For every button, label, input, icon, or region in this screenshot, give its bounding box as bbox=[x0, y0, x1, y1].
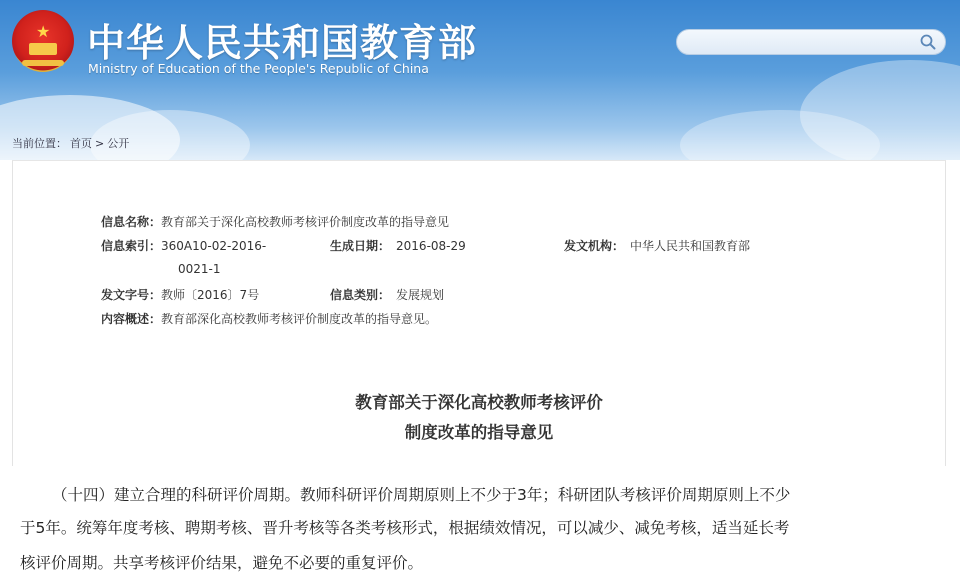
breadcrumb-home-link[interactable]: 首页 bbox=[70, 137, 92, 150]
document-title-line2: 制度改革的指导意见 bbox=[404, 423, 554, 442]
info-docno-value: 教师〔2016〕7号 bbox=[161, 288, 260, 302]
article-paragraph-line: 于5年。统筹年度考核、聘期考核、晋升考核等各类考核形式，根据绩效情况，可以减少、减免考核，适当延长考 bbox=[20, 519, 790, 537]
breadcrumb-prefix: 当前位置： bbox=[12, 137, 67, 150]
site-subtitle: Ministry of Education of the People's Republic of China bbox=[88, 61, 429, 76]
info-date-value: 2016-08-29 bbox=[396, 239, 466, 253]
gate-icon bbox=[29, 43, 57, 55]
info-issuer-value: 中华人民共和国教育部 bbox=[630, 239, 751, 253]
breadcrumb-public-link[interactable]: 公开 bbox=[107, 137, 130, 150]
info-name-row bbox=[101, 213, 449, 230]
info-index-value-cont: 0021-1 bbox=[178, 262, 221, 276]
site-title[interactable]: 中华人民共和国教育部 bbox=[87, 20, 478, 65]
info-name-value: 教育部关于深化高校教师考核评价制度改革的指导意见 bbox=[161, 215, 450, 229]
document-panel bbox=[12, 160, 946, 466]
search-input[interactable] bbox=[676, 29, 946, 55]
info-date-row bbox=[330, 237, 466, 254]
info-issuer-label: 发文机构： bbox=[564, 239, 619, 253]
info-summary-value: 教育部深化高校教师考核评价制度改革的指导意见。 bbox=[161, 312, 438, 326]
info-category-label: 信息类别： bbox=[330, 288, 385, 302]
info-date-label: 生成日期： bbox=[330, 239, 385, 253]
star-icon: ★ bbox=[36, 22, 51, 41]
info-name-label: 信息名称： bbox=[101, 215, 162, 229]
info-index-label: 信息索引： bbox=[101, 239, 162, 253]
document-title-line1: 教育部关于深化高校教师考核评价 bbox=[355, 393, 603, 412]
ribbon-icon bbox=[22, 60, 64, 66]
info-index-value: 360A10-02-2016- bbox=[161, 239, 267, 253]
national-emblem-logo[interactable] bbox=[12, 10, 74, 72]
search-icon[interactable] bbox=[919, 33, 937, 51]
info-summary-label: 内容概述： bbox=[101, 312, 162, 326]
article-paragraph-line: （十四）建立合理的科研评价周期。教师科研评价周期原则上不少于3年；科研团队考核评价周期原则上不少 bbox=[52, 486, 791, 504]
article-paragraph-line: 核评价周期。共享考核评价结果，避免不必要的重复评价。 bbox=[20, 554, 424, 572]
breadcrumb bbox=[12, 135, 132, 151]
info-index-row bbox=[101, 237, 266, 254]
info-issuer-row bbox=[564, 237, 750, 254]
info-docno-row bbox=[101, 286, 259, 303]
breadcrumb-separator: > bbox=[95, 137, 105, 150]
info-category-row bbox=[330, 286, 444, 303]
info-category-value: 发展规划 bbox=[396, 288, 445, 302]
site-header bbox=[0, 0, 960, 160]
info-docno-label: 发文字号： bbox=[101, 288, 162, 302]
info-summary-row bbox=[101, 310, 437, 327]
